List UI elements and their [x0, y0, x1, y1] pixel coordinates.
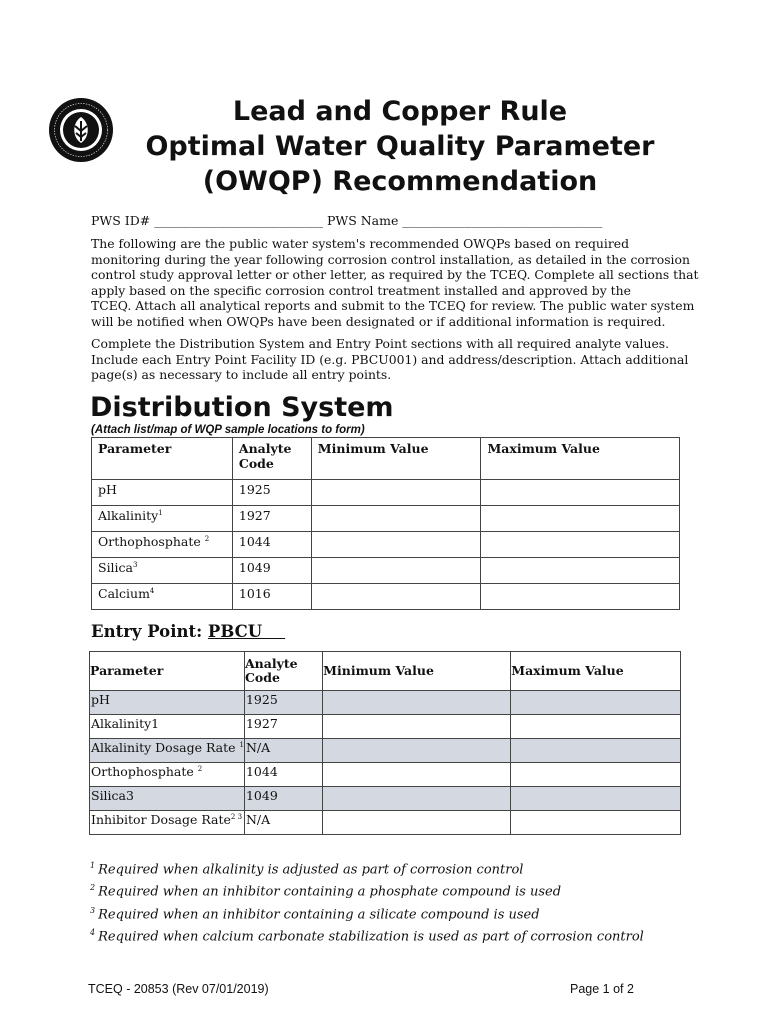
- pws-id-label: PWS ID#: [91, 213, 151, 228]
- pws-name-field[interactable]: ________________________________: [402, 213, 603, 228]
- parameter-cell: [90, 763, 245, 787]
- maximum-value-input[interactable]: [481, 558, 680, 584]
- footnote: [90, 924, 644, 946]
- footnote-ref: 2: [204, 534, 210, 543]
- analyte-code-cell: 1044: [232, 532, 311, 558]
- minimum-value-input[interactable]: [323, 811, 511, 835]
- paragraph-line: will be notified when OWQPs have been designated or if additional information is required.: [91, 313, 666, 329]
- parameter-cell: [92, 584, 233, 610]
- paragraph-line: The following are the public water system's recommended OWQPs based on required: [91, 236, 630, 251]
- header-minimum-value: Minimum Value: [311, 438, 481, 480]
- maximum-value-input[interactable]: [511, 691, 681, 715]
- distribution-system-table: [91, 437, 680, 610]
- table-row: [90, 691, 681, 715]
- footnote-text: Required when calcium carbonate stabilization is used as part of corrosion control: [98, 929, 644, 945]
- parameter-name: pH: [91, 692, 110, 707]
- analyte-code-cell: 1016: [232, 584, 311, 610]
- parameter-cell: [90, 691, 245, 715]
- header-maximum-value: Maximum Value: [511, 652, 681, 691]
- parameter-name: Orthophosphate: [91, 764, 198, 779]
- entry-point-id-field[interactable]: PBCU: [207, 622, 286, 641]
- footnote: [90, 857, 644, 879]
- table-row: [92, 558, 680, 584]
- pws-id-field[interactable]: ___________________________: [154, 213, 323, 228]
- footnote-ref: 1: [158, 508, 163, 517]
- maximum-value-input[interactable]: [481, 480, 680, 506]
- minimum-value-input[interactable]: [311, 480, 481, 506]
- header-analyte: Analyte: [244, 656, 298, 671]
- maximum-value-input[interactable]: [511, 739, 681, 763]
- footnote-text: Required when an inhibitor containing a phosphate compound is used: [98, 884, 562, 900]
- maximum-value-input[interactable]: [481, 584, 680, 610]
- parameter-name: Alkalinity1: [91, 716, 160, 731]
- minimum-value-input[interactable]: [323, 787, 511, 811]
- document-title-line-2: Optimal Water Quality Parameter: [145, 131, 655, 162]
- footnote-text: Required when an inhibitor containing a silicate compound is used: [98, 906, 540, 922]
- maximum-value-input[interactable]: [511, 811, 681, 835]
- footnote-number: 4: [90, 927, 96, 937]
- parameter-cell: [90, 739, 245, 763]
- parameter-cell: [92, 532, 233, 558]
- entry-point-table: [89, 651, 681, 835]
- table-row: [90, 811, 681, 835]
- footnote-ref: 2: [197, 764, 203, 773]
- analyte-code-cell: 1925: [232, 480, 311, 506]
- parameter-cell: [92, 480, 233, 506]
- footnote-ref: 1: [239, 740, 244, 749]
- minimum-value-input[interactable]: [311, 506, 481, 532]
- table-row: [90, 763, 681, 787]
- parameter-cell: [90, 787, 245, 811]
- minimum-value-input[interactable]: [323, 715, 511, 739]
- parameter-name: Orthophosphate: [98, 534, 205, 549]
- analyte-code-cell: 1927: [244, 715, 322, 739]
- document-title-line-3: (OWQP) Recommendation: [202, 166, 598, 197]
- intro-paragraph-2: [91, 336, 691, 383]
- analyte-code-cell: 1927: [232, 506, 311, 532]
- header-analyte-code: [244, 652, 322, 691]
- table-row: [90, 787, 681, 811]
- parameter-cell: [90, 811, 245, 835]
- header-code: Code: [238, 456, 274, 471]
- paragraph-line: apply based on the specific corrosion control treatment installed and approved by the: [91, 282, 631, 298]
- tceq-seal-logo: [48, 97, 114, 163]
- maximum-value-input[interactable]: [511, 787, 681, 811]
- parameter-name: Alkalinity: [98, 508, 159, 523]
- parameter-name: Calcium: [98, 586, 150, 601]
- header-minimum-value: Minimum Value: [323, 652, 511, 691]
- parameter-name: Silica3: [91, 788, 134, 803]
- table-row: [92, 584, 680, 610]
- table-row: [92, 480, 680, 506]
- entry-point-heading: [91, 622, 285, 641]
- footnote-ref: 3: [133, 560, 138, 569]
- header-analyte-code: [232, 438, 311, 480]
- intro-paragraph-1: [91, 236, 699, 329]
- footnote-ref: 2 3: [230, 812, 243, 821]
- footnote: [90, 879, 644, 901]
- header-parameter: Parameter: [90, 652, 245, 691]
- form-id-footer: TCEQ - 20853 (Rev 07/01/2019): [88, 982, 269, 996]
- parameter-name: pH: [98, 482, 117, 497]
- table-row: [90, 739, 681, 763]
- minimum-value-input[interactable]: [311, 558, 481, 584]
- analyte-code-cell: N/A: [244, 739, 322, 763]
- document-title-line-1: Lead and Copper Rule: [232, 96, 568, 127]
- analyte-code-cell: N/A: [244, 811, 322, 835]
- parameter-name: Silica: [98, 560, 134, 575]
- table-row: [92, 506, 680, 532]
- table-header-row: [90, 652, 681, 691]
- entry-point-label: Entry Point:: [91, 622, 208, 641]
- header-parameter: Parameter: [92, 438, 233, 480]
- footnote: [90, 902, 644, 924]
- paragraph-line: page(s) as necessary to include all entry points.: [91, 367, 392, 382]
- paragraph-line: TCEQ. Attach all analytical reports and submit to the TCEQ for review. The public water system: [91, 298, 695, 313]
- parameter-cell: [90, 715, 245, 739]
- maximum-value-input[interactable]: [481, 506, 680, 532]
- maximum-value-input[interactable]: [481, 532, 680, 558]
- pws-name-label: PWS Name: [326, 213, 399, 228]
- header-code: Code: [244, 670, 280, 685]
- distribution-system-subheading: (Attach list/map of WQP sample locations to form): [91, 424, 365, 436]
- maximum-value-input[interactable]: [511, 763, 681, 787]
- paragraph-line: Complete the Distribution System and Entry Point sections with all required analyte values.: [91, 336, 670, 351]
- table-row: [90, 715, 681, 739]
- analyte-code-cell: 1049: [232, 558, 311, 584]
- maximum-value-input[interactable]: [511, 715, 681, 739]
- parameter-name: Alkalinity Dosage Rate: [91, 740, 240, 755]
- parameter-cell: [92, 558, 233, 584]
- paragraph-line: Include each Entry Point Facility ID (e.g. PBCU001) and address/description. Attach additional: [91, 351, 689, 367]
- footnote-number: 1: [90, 861, 96, 870]
- footnote-text: Required when alkalinity is adjusted as part of corrosion control: [98, 862, 524, 878]
- analyte-code-cell: 1044: [244, 763, 322, 787]
- minimum-value-input[interactable]: [311, 584, 481, 610]
- header-analyte: Analyte: [238, 441, 292, 456]
- analyte-code-cell: 1925: [244, 691, 322, 715]
- parameter-name: Inhibitor Dosage Rate: [91, 812, 231, 827]
- page-number-footer: Page 1 of 2: [570, 982, 634, 996]
- footnote-number: 3: [90, 905, 96, 915]
- footnotes: [90, 857, 644, 946]
- minimum-value-input[interactable]: [311, 532, 481, 558]
- pws-fields: [91, 213, 602, 228]
- table-header-row: [92, 438, 680, 480]
- table-row: [92, 532, 680, 558]
- parameter-cell: [92, 506, 233, 532]
- paragraph-line: monitoring during the year following corrosion control installation, as detailed in the corrosion: [91, 251, 690, 267]
- paragraph-line: control study approval letter or other letter, as required by the TCEQ. Complete all sections that: [91, 267, 699, 282]
- minimum-value-input[interactable]: [323, 691, 511, 715]
- footnote-ref: 4: [149, 586, 155, 595]
- header-maximum-value: Maximum Value: [481, 438, 680, 480]
- footnote-number: 2: [90, 883, 96, 893]
- minimum-value-input[interactable]: [323, 739, 511, 763]
- distribution-system-heading: Distribution System: [90, 392, 394, 423]
- analyte-code-cell: 1049: [244, 787, 322, 811]
- minimum-value-input[interactable]: [323, 763, 511, 787]
